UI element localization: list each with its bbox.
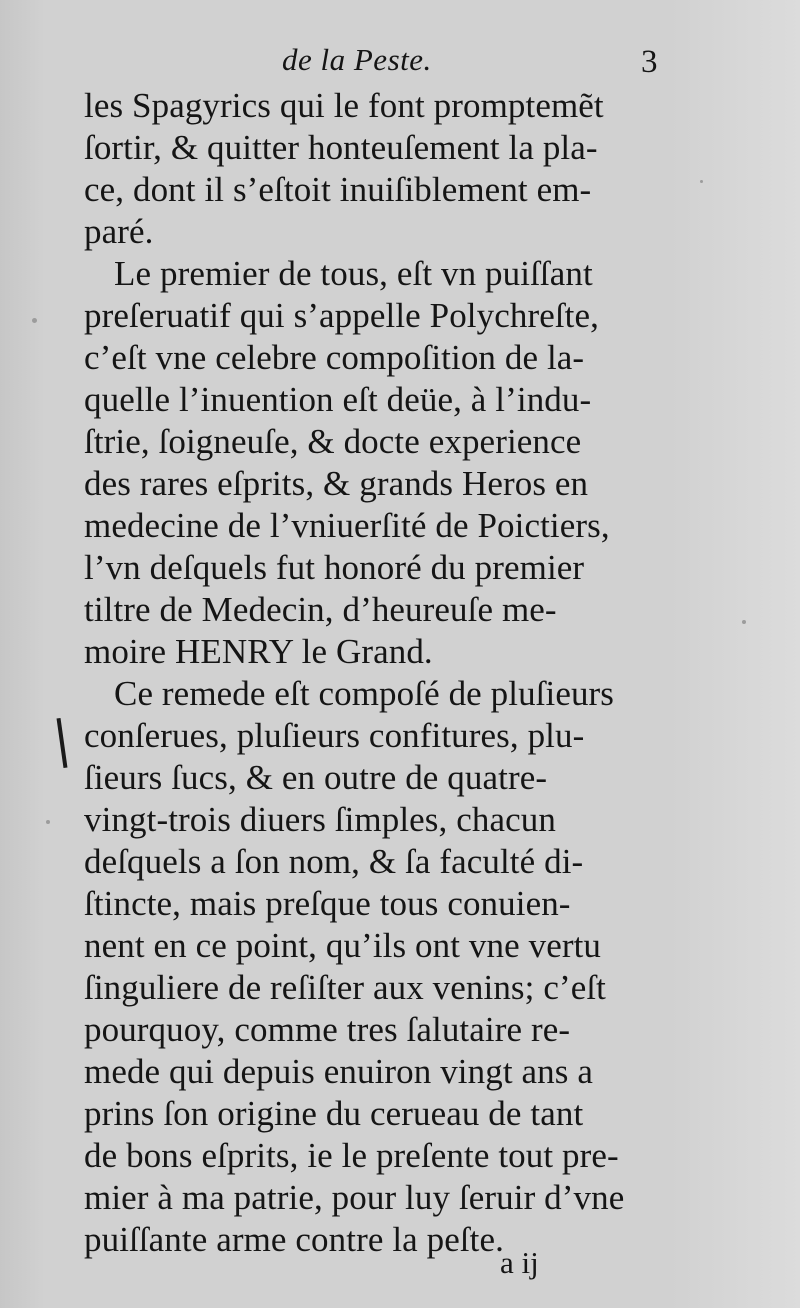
text-line: ſortir, & quitter honteuſement la pla- (84, 128, 598, 167)
page-edge-highlight (670, 0, 800, 1308)
text-line: moire HENRY le Grand. (84, 632, 433, 671)
page-gutter-shadow (0, 0, 45, 1308)
text-line: mede qui depuis enuiron vingt ans a (84, 1052, 593, 1091)
text-line: medecine de l’vniuerſité de Poictiers, (84, 506, 610, 545)
text-line: ſinguliere de reſiſter aux venins; c’eſt (84, 968, 606, 1007)
paragraph-start-line: Ce remede eſt compoſé de pluſieurs (114, 674, 615, 713)
text-line: deſquels a ſon nom, & ſa faculté di- (84, 842, 584, 881)
text-line: quelle l’inuention eſt deüe, à l’indu- (84, 380, 592, 419)
text-line: c’eſt vne celebre compoſition de la- (84, 338, 585, 377)
text-line: puiſſante arme contre la peſte. (84, 1220, 504, 1259)
page-number: 3 (641, 44, 658, 80)
text-line: l’vn deſquels fut honoré du premier (84, 548, 585, 587)
text-line: vingt-trois diuers ſimples, chacun (84, 800, 556, 839)
paper-speck (46, 820, 50, 824)
text-line: des rares eſprits, & grands Heros en (84, 464, 589, 503)
text-line: preſeruatif qui s’appelle Polychreſte, (84, 296, 599, 335)
paper-speck (32, 318, 37, 323)
running-head: de la Peste. (282, 42, 432, 77)
text-line: conſerues, pluſieurs confitures, plu- (84, 716, 585, 755)
text-line: les Spagyrics qui le font promptemẽt (84, 86, 604, 125)
text-line: prins ſon origine du cerueau de tant (84, 1094, 584, 1133)
paper-speck (742, 620, 746, 624)
text-line: nent en ce point, qu’ils ont vne vertu (84, 926, 602, 965)
paragraph-start-line: Le premier de tous, eſt vn puiſſant (114, 254, 593, 293)
text-line: ſtrie, ſoigneuſe, & docte experience (84, 422, 582, 461)
margin-mark (57, 718, 68, 768)
text-line: de bons eſprits, ie le preſente tout pre- (84, 1136, 619, 1175)
text-line: paré. (84, 212, 154, 251)
text-line: ſieurs ſucs, & en outre de quatre- (84, 758, 548, 797)
text-line: ſtincte, mais preſque tous conuien- (84, 884, 571, 923)
paper-speck (700, 180, 703, 183)
text-line: pourquoy, comme tres ſalutaire re- (84, 1010, 571, 1049)
text-line: tiltre de Medecin, d’heureuſe me- (84, 590, 557, 629)
text-line: ce, dont il s’eſtoit inuiſiblement em- (84, 170, 592, 209)
text-line: mier à ma patrie, pour luy ſeruir d’vne (84, 1178, 625, 1217)
signature-mark: a ij (500, 1245, 539, 1280)
